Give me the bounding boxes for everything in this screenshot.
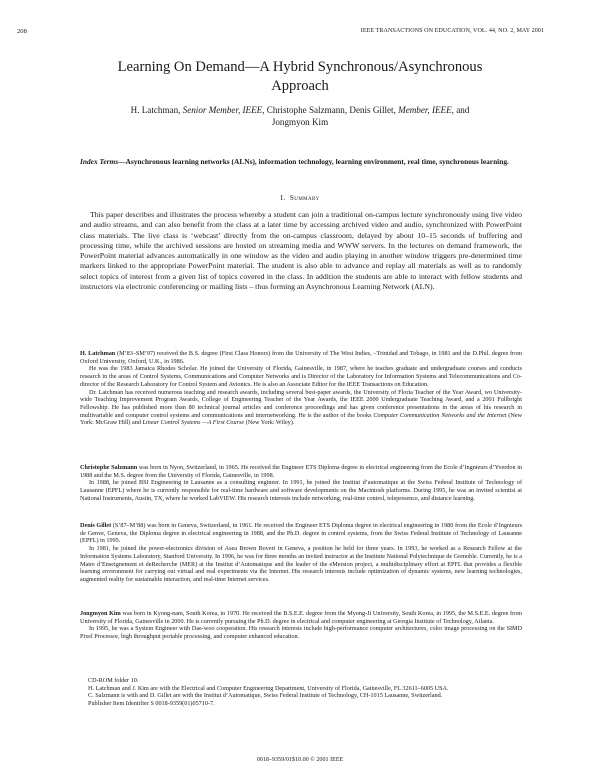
author-name: H. Latchman, xyxy=(130,105,181,115)
title-line-1: Learning On Demand—A Hybrid Synchronous/Asynchronous xyxy=(117,59,483,75)
index-terms-text: —Asynchronous learning networks (ALNs), information technology, learning environment, real time, synchronous learning. xyxy=(118,157,509,166)
paper-title xyxy=(60,58,540,96)
bio-text xyxy=(80,389,522,428)
bio-name: Jongmyon Kim xyxy=(80,610,121,617)
title-line-2: Approach xyxy=(271,78,329,94)
footnote-line: H. Latchman and J. Kim are with the Electrical and Computer Engineering Department, University of Florida, Gainesville, FL 32611–6005 USA. xyxy=(88,684,449,692)
bio-latchman xyxy=(80,350,522,427)
page-number: 208 xyxy=(17,28,27,35)
bio-name: Christophe Salzmann xyxy=(80,464,138,471)
bio-gillet xyxy=(80,522,522,584)
index-terms xyxy=(80,157,520,167)
bio-text: In 1981, he joined the power-electronics division of Asea Brown Boveri in Geneva, a position he held for three years. In 1993, he worked as a Research Fellow at the Information Systems Laboratory, Stanford University. In 1996, he was for three months an invited instructor at the Institute National Polytechnique de Grenoble. Currently, he is a Matre d’Enseignement et deRecherche (MER) at the Institut d’Automatique and the leader of the eMersion project, a multidisciplinary effort at EPFL that provides a flexible learning environment for carrying out virtual and real experiments via the Internet. His research interests include optimization of dynamic systems, new learning technologies, augmented reality for sustainable interaction, and real-time Internet services. xyxy=(80,545,522,584)
bio-salzmann xyxy=(80,464,522,503)
bio-text: He was the 1983 Jamaica Rhodes Scholar. He joined the University of Florida, Gainesville, in 1987, where he teaches graduate and undergraduate courses and conducts research in the areas of Control Systems, Communications and Computer Networks and is Director of the Laboratory for Information Systems and Telecommunications and Co-director of the Research Laboratory for Control System and Avionics. He is also an Associate Editor for the IEEE Transactions on Education. xyxy=(80,365,522,388)
bio-text-part: Dr. Latchman has received numerous teaching and research awards, including several best-paper awards, the University of Floria Teacher of the Year Award, wo University-wide Teaching Improvement Program Awards, College of Engineering Teacher of the Year Awards, the IEEE 2000 Undergraduate Teaching Award, and a 2001 Fullbright Fellowship. He has published more than 80 technical journal articles and conference proceedings and has given conference presentations in the areas of his research in multivariable and computer control systems and communications and internetworking. He is the author of the books xyxy=(80,388,522,419)
bio-name: H. Latchman xyxy=(80,350,116,357)
section-numeral: I. xyxy=(280,194,286,202)
author-list xyxy=(60,104,540,128)
bio-name: Denis Gillet xyxy=(80,522,112,529)
section-heading xyxy=(60,194,540,202)
running-head: IEEE TRANSACTIONS ON EDUCATION, VOL. 44, NO. 2, MAY 2001 xyxy=(360,28,544,34)
author-line-2: Jongmyon Kim xyxy=(271,117,329,127)
bio-text: (S’87–M’88) was born in Geneva, Switzerland, in 1961. He received the Engineer ETS Diploma degree in electrical engineering in 1980 from the Ecole d’Ingnieurs de Genve, Geneva, the Diploma degree in electrical engineering in 1988, and the Ph.D. degree in control systems, from the Swiss Federal Institute of Technology of Lausanne (EPFL) in 1995. xyxy=(80,522,523,545)
bio-kim xyxy=(80,610,522,641)
copyright-line: 0018–9359/01$10.00 © 2001 IEEE xyxy=(256,757,344,763)
index-terms-label: Index Terms xyxy=(80,157,119,166)
bio-text-part: (New York: Wiley). xyxy=(244,419,295,427)
author-role: Member, IEEE xyxy=(398,105,452,115)
author-name: , and xyxy=(451,105,470,115)
author-role: Senior Member, IEEE xyxy=(182,105,263,115)
footnote-line: Publisher Item Identifier S 0018-9359(01)05710-7. xyxy=(88,700,215,708)
footnote xyxy=(80,677,522,708)
bio-text: In 1995, he was a System Engineer with Dae-woo cooperation. His research interests include high-performance computer architectures, color image processing on the SIMD Pixel Processor, high throughput portable processing, and computer enhanced education. xyxy=(80,625,522,641)
author-line-1 xyxy=(60,104,540,116)
bio-text: was born in Kyong-nam, South Korea, in 1970. He received the B.S.E.E. degree from the Myong-Ji University, South Korea, in 1995, the M.S.E.E. degree from University of Florida, Gainesville in 2000. He is currently pursuing the Ph.D. degree in electrical and computer engineering at Georgia Institute of Technology, Atlanta. xyxy=(80,610,523,625)
summary-text: This paper describes and illustrates the process whereby a student can join a traditional on-campus lecture synchronously using live video and audio streams, and can also benefit from the class at a later time by accessing archived video and audio, synchronized with PowerPoint class materials. The live class is ‘webcast’ directly from the on-campus classroom, delayed by about 10–15 seconds of buffering and processing time, while the archived sessions are hosted on streaming media and WWW servers. In the lectures on demand framework, the PowerPoint material advances automatically in one window as the video and audio playing in another window triggers pre-determined time markers linked to the appropriate PowerPoint material. The student is also able to advance and replay all materials as well as to randomly select topics of interest from a given list of topics covered in the class. In addition the students are able to interact with fellow students and instructors via electronic conferencing or mailing lists – thus forming an Asynchronous Learning Network (ALN). xyxy=(80,210,522,292)
bio-text: (M’83–SM’97) received the B.S. degree (First Class Honors) from the University of The West Indies, –Trinidad and Tobago, in 1981 and the D.Phil. degree from Oxford University, Oxford, U.K., in 1986. xyxy=(80,350,522,365)
footnote-line: CD-ROM folder 10. xyxy=(88,677,139,684)
section-title: Summary xyxy=(289,194,320,202)
book-title: Computer Communication Networks and the Internet xyxy=(373,411,507,419)
summary-paragraph xyxy=(80,210,522,292)
footnote-line: C. Salzmann is with and D. Gillet are with the Institut d’Automatique, Swiss Federal Institute of Technology, CH-1015 Lausanne, Switzerland. xyxy=(88,692,443,700)
bio-text: was born in Nyon, Switzerland, in 1965. He received the Engineer ETS Diploma degree in electrical engineering from the Ecole d’Ingnieurs d’Yverdon in 1988 and the M.S. degree from the University of Florida, Gainesville, in 1998. xyxy=(80,464,522,479)
bio-text-part: (New York: McGraw Hill) and xyxy=(80,411,522,427)
bio-text: In 1988, he joined BSI Engineering in Lausanne as a consulting engineer. In 1991, he joined the Institut d’automatique at the Swiss Federal Institute of Technology of Lausanne (EPFL) where he is currently responsible for real-time hardware and software developments on the Macintosh platforms. During 1995, he was an invited scientist at National Instruments, Austin, TX, where he worked LabVIEW. His research interests include networking, real-time control, telepresence, and distance learning. xyxy=(80,479,522,502)
author-name: , Christophe Salzmann, Denis Gillet, xyxy=(262,105,396,115)
book-title: Linear Control Systems —A First Course xyxy=(142,419,245,427)
